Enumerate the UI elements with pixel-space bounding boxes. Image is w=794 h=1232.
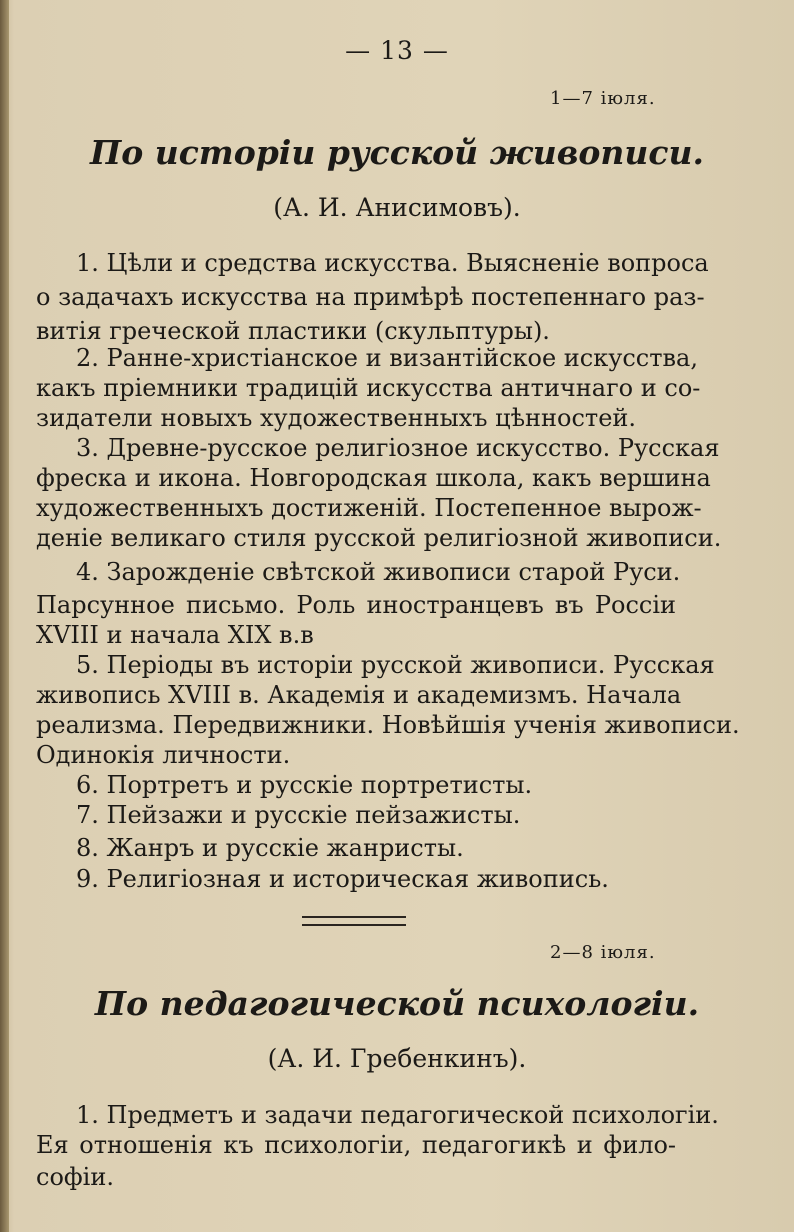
section-title: По педагогической психологіи.: [94, 984, 700, 1023]
section-divider: [302, 916, 406, 926]
text-line: Одинокія личности.: [36, 741, 291, 769]
text-line: художественныхъ достиженій. Постепенное вырож-: [36, 494, 702, 522]
text-line: зидатели новыхъ художественныхъ цѣнностей.: [36, 404, 637, 432]
section-date: 2—8 іюля.: [550, 942, 656, 963]
text-line: 5. Періоды въ исторіи русской живописи. Русская: [76, 651, 715, 679]
text-line: 6. Портретъ и русскіе портретисты.: [76, 771, 533, 799]
text-line: Парсунное письмо. Роль иностранцевъ въ Россіи: [36, 591, 676, 619]
text-line: софіи.: [36, 1163, 114, 1191]
text-line: живопись XVIII в. Академія и академизмъ. Начала: [36, 681, 682, 709]
page-number: — 13 —: [345, 36, 449, 65]
section-author: (А. И. Гребенкинъ).: [267, 1044, 527, 1073]
section-date: 1—7 іюля.: [550, 88, 656, 109]
text-line: 4. Зарожденіе свѣтской живописи старой Руси.: [76, 558, 681, 586]
text-line: 1. Предметъ и задачи педагогической психологіи.: [76, 1101, 719, 1129]
text-line: 7. Пейзажи и русскіе пейзажисты.: [76, 801, 521, 829]
section-title: По исторіи русской живописи.: [90, 133, 704, 172]
text-line: витія греческой пластики (скульптуры).: [36, 317, 550, 345]
text-line: Ея отношенія къ психологіи, педагогикѣ и фило-: [36, 1131, 676, 1159]
text-line: деніе великаго стиля русской религіозной живописи.: [36, 524, 722, 552]
text-line: фреска и икона. Новгородская школа, какъ вершина: [36, 464, 711, 492]
text-line: 2. Ранне-христіанское и византійское искусства,: [76, 344, 698, 372]
text-line: 9. Религіозная и историческая живопись.: [76, 865, 609, 893]
text-line: 8. Жанръ и русскіе жанристы.: [76, 834, 464, 862]
text-line: 1. Цѣли и средства искусства. Выясненіе вопроса: [76, 249, 709, 277]
text-line: реализма. Передвижники. Новѣйшія ученія живописи.: [36, 711, 740, 739]
section-author: (А. И. Анисимовъ).: [273, 193, 521, 222]
text-line: XVIII и начала XIX в.в: [36, 621, 314, 649]
text-line: 3. Древне-русское религіозное искусство. Русская: [76, 434, 720, 462]
text-line: о задачахъ искусства на примѣрѣ постепеннаго раз-: [36, 283, 705, 311]
text-line: какъ пріемники традицій искусства античнаго и со-: [36, 374, 701, 402]
